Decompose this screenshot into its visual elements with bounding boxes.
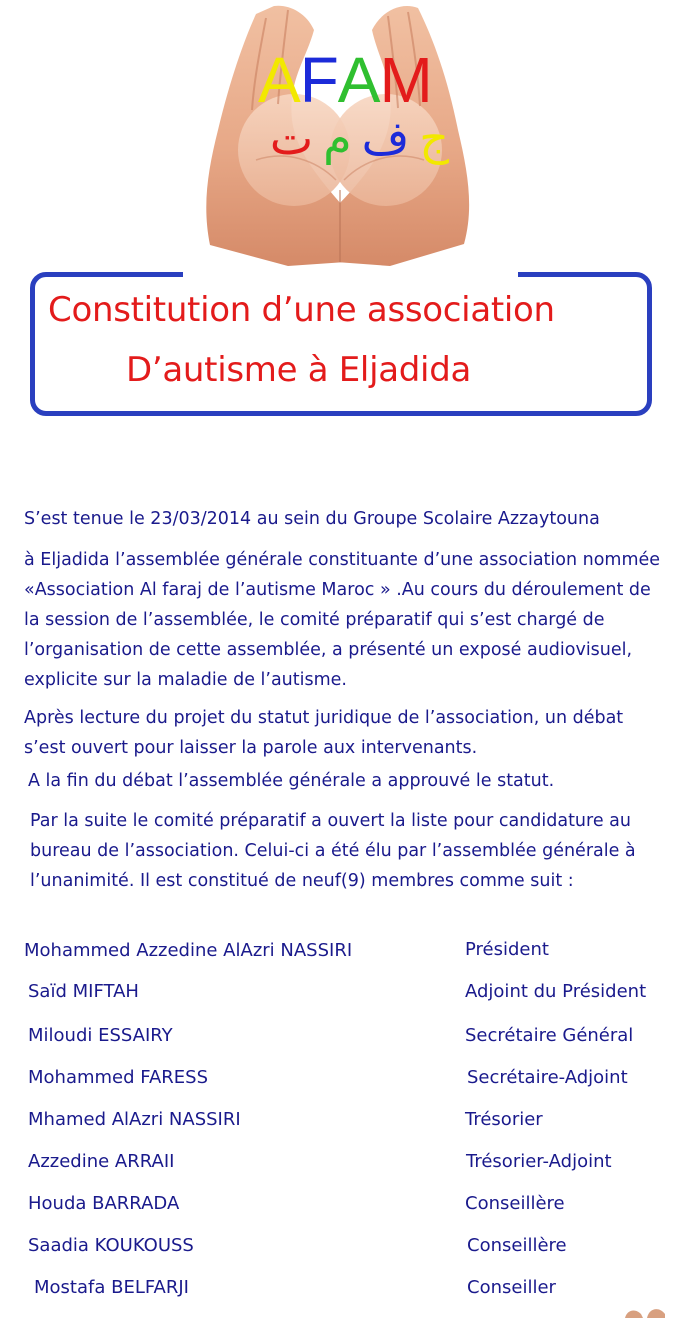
logo-letter: A bbox=[258, 44, 300, 116]
member-name: Mhamed AlAzri NASSIRI bbox=[28, 1109, 241, 1130]
paragraph-3: Après lecture du projet du statut juridique de l’association, un débat s’est ouvert pour laisser la parole aux intervenants. bbox=[24, 708, 624, 758]
title-line-1: Constitution d’une association bbox=[48, 290, 555, 330]
member-name: Azzedine ARRAII bbox=[28, 1151, 175, 1172]
member-role: Conseiller bbox=[467, 1277, 556, 1298]
member-role: Trésorier bbox=[465, 1109, 543, 1130]
arabic-letter: ف bbox=[361, 111, 410, 165]
member-role: Président bbox=[465, 939, 549, 960]
member-role: Secrétaire-Adjoint bbox=[467, 1067, 628, 1088]
arabic-logo-text bbox=[244, 108, 454, 168]
logo-letter: F bbox=[299, 44, 338, 116]
logo-letter: A bbox=[337, 44, 380, 116]
member-name: Miloudi ESSAIRY bbox=[28, 1025, 173, 1046]
member-role: Trésorier-Adjoint bbox=[466, 1151, 612, 1172]
member-role: Adjoint du Président bbox=[465, 981, 647, 1002]
member-role: Conseillère bbox=[467, 1235, 567, 1256]
arabic-letter: ج bbox=[419, 111, 449, 165]
member-name: Saïd MIFTAH bbox=[28, 981, 139, 1002]
corner-decoration bbox=[621, 1304, 667, 1318]
paragraph-2: à Eljadida l’assemblée générale constituante d’une association nommée «Association Al faraj de l’autisme Maroc » .Au cours du déroulement de la session de l’assemblée, le comité préparatif qui s’est chargé de l’organisation de cette assemblée, a présenté un exposé audiovisuel, explicite sur la maladie de l’autisme. bbox=[24, 550, 661, 690]
member-role: Conseillère bbox=[465, 1193, 565, 1214]
member-name: Mohammed Azzedine AlAzri NASSIRI bbox=[24, 940, 353, 961]
title-line-2: D’autisme à Eljadida bbox=[126, 350, 472, 390]
member-role: Secrétaire Général bbox=[465, 1025, 634, 1046]
member-name: Mostafa BELFARJI bbox=[34, 1277, 189, 1298]
paragraph-5: Par la suite le comité préparatif a ouvert la liste pour candidature au bureau de l’association. Celui-ci a été élu par l’assemblée générale à l’unanimité. Il est constitué de neuf(9) membres comme suit : bbox=[30, 811, 636, 891]
afam-logo-text bbox=[258, 44, 432, 116]
paragraph-1: S’est tenue le 23/03/2014 au sein du Groupe Scolaire Azzaytouna bbox=[24, 509, 600, 529]
member-name: Saadia KOUKOUSS bbox=[28, 1235, 194, 1256]
logo-letter: M bbox=[379, 44, 432, 116]
member-name: Mohammed FARESS bbox=[28, 1067, 209, 1088]
paragraph-4: A la fin du débat l’assemblée générale a approuvé le statut. bbox=[28, 771, 555, 791]
frame-gap bbox=[183, 266, 518, 280]
member-name: Houda BARRADA bbox=[28, 1193, 180, 1214]
arabic-letter: ت bbox=[269, 111, 314, 165]
arabic-letter: م bbox=[323, 111, 352, 165]
